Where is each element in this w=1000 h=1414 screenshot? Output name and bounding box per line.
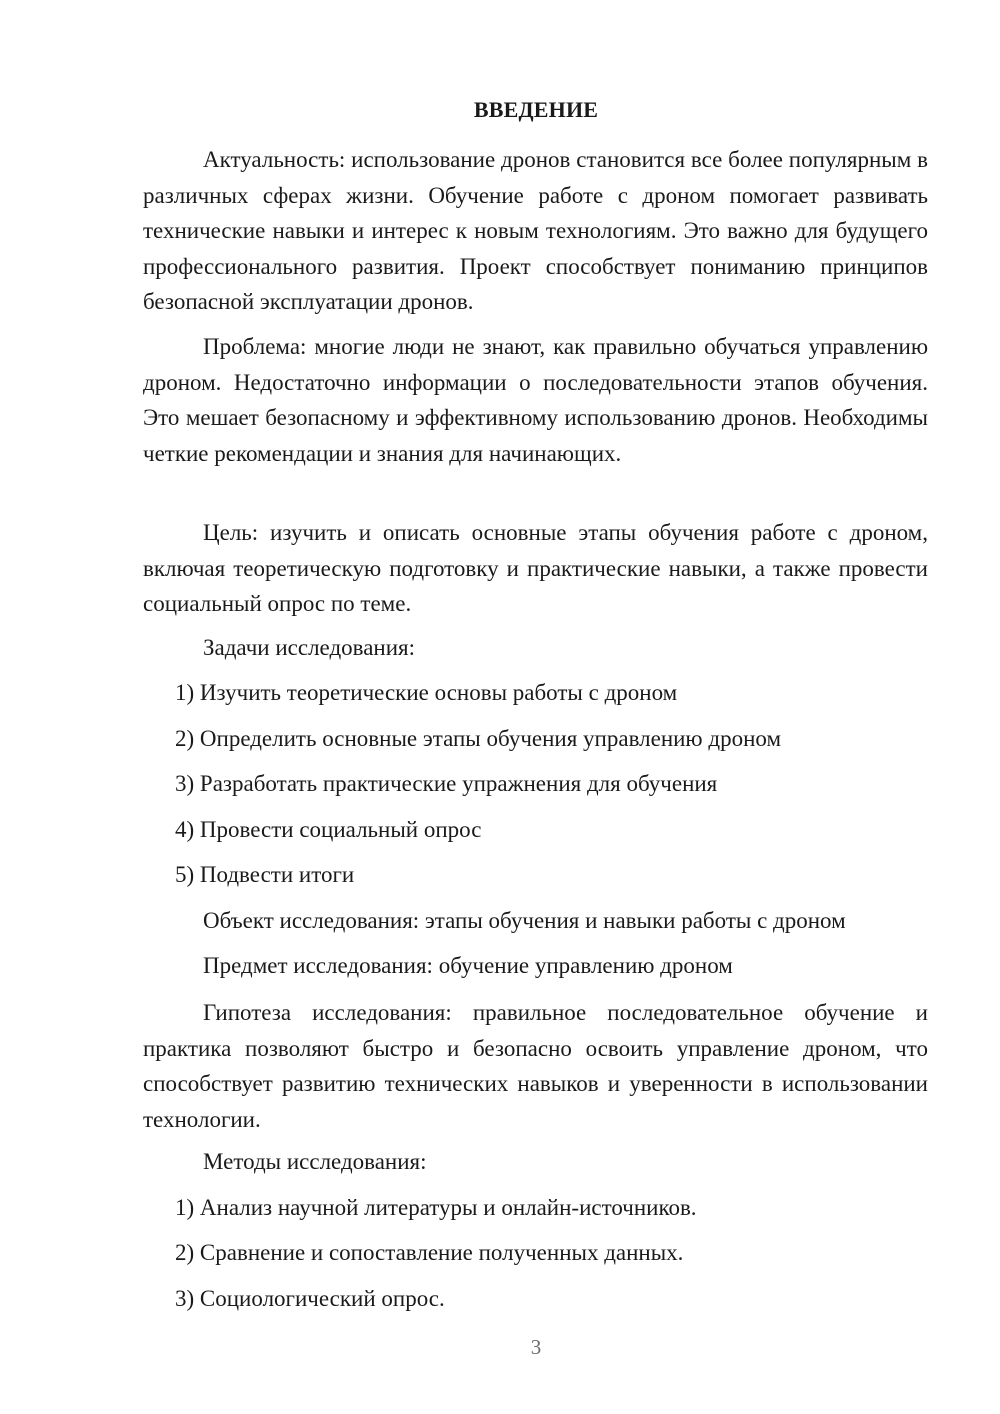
methods-heading: Методы исследования: <box>203 1149 427 1174</box>
task-item: 5) Подвести итоги <box>175 862 355 887</box>
relevance-paragraph: Актуальность: использование дронов становится все более популярным в различных сферах жизни. Обучение работе с дроном помогает развивать технические навыки и интерес к новым технологиям. Это важно для будущего профессионального развития. Проект способствует пониманию принципов безопасной эксплуатации дронов. <box>143 147 928 314</box>
method-item: 1) Анализ научной литературы и онлайн-источников. <box>175 1195 697 1220</box>
method-item: 2) Сравнение и сопоставление полученных данных. <box>175 1240 684 1265</box>
page-number: 3 <box>530 1335 542 1359</box>
research-object: Объект исследования: этапы обучения и навыки работы с дроном <box>203 908 846 933</box>
method-item: 3) Социологический опрос. <box>175 1286 445 1311</box>
task-item: 3) Разработать практические упражнения для обучения <box>175 771 718 796</box>
problem-paragraph: Проблема: многие люди не знают, как правильно обучаться управлению дроном. Недостаточно информации о последовательности этапов обучения. Это мешает безопасному и эффективному использованию дронов. Необходимы четкие рекомендации и знания для начинающих. <box>143 334 928 466</box>
section-title: ВВЕДЕНИЕ <box>473 97 599 122</box>
research-subject: Предмет исследования: обучение управлению дроном <box>203 953 733 978</box>
hypothesis-paragraph: Гипотеза исследования: правильное последовательное обучение и практика позволяют быстро и безопасно освоить управление дроном, что способствует развитию технических навыков и уверенности в использовании технологии. <box>143 1000 928 1132</box>
task-item: 4) Провести социальный опрос <box>175 817 482 842</box>
task-item: 2) Определить основные этапы обучения управлению дроном <box>175 726 781 751</box>
tasks-heading: Задачи исследования: <box>203 635 416 660</box>
goal-paragraph: Цель: изучить и описать основные этапы обучения работе с дроном, включая теоретическую подготовку и практические навыки, а также провести социальный опрос по теме. <box>143 520 928 616</box>
task-item: 1) Изучить теоретические основы работы с дроном <box>175 680 678 705</box>
